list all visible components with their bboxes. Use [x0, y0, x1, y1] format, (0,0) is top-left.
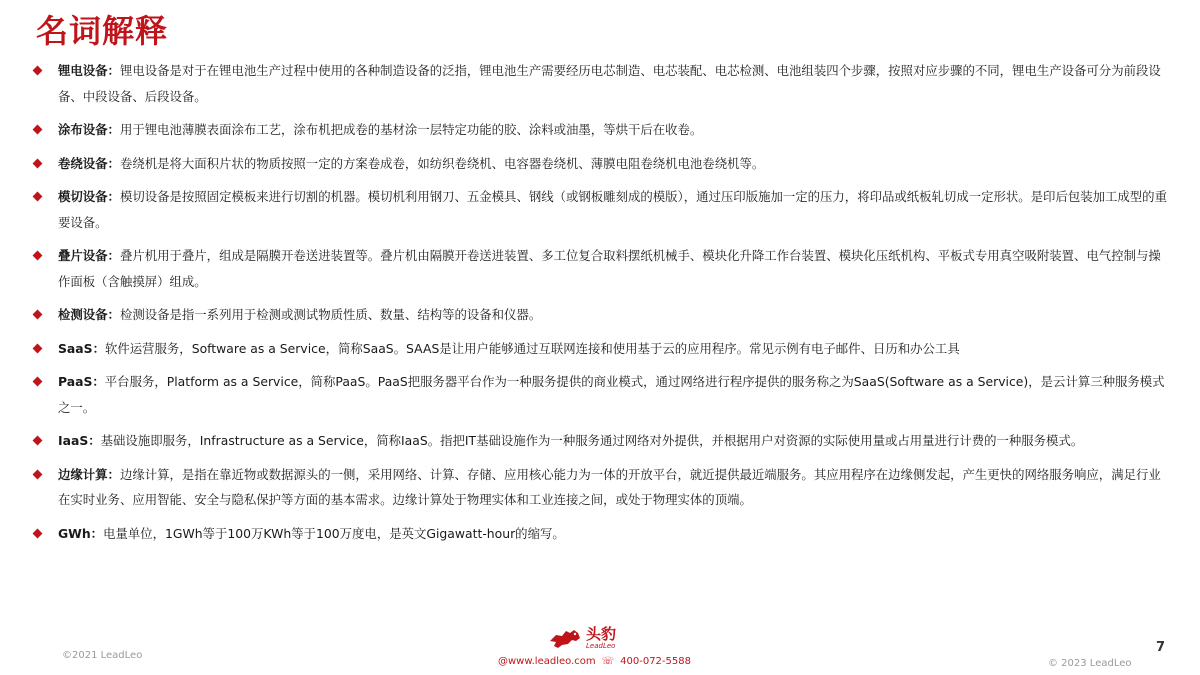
term-label: SaaS：	[58, 340, 105, 356]
diamond-icon	[33, 310, 43, 320]
term-definition: 叠片机用于叠片，组成是隔膜开卷送进装置等。叠片机由隔膜开卷送进装置、多工位复合取料摆纸机械手、模块化升降工作台装置、模块化压纸机构、平板式专用真空吸附装置、电气控制与操作面板（含触摸屏）组成。	[58, 248, 1161, 289]
term-definition: 用于锂电池薄膜表面涂布工艺，涂布机把成卷的基材涂一层特定功能的胶、涂料或油墨，等烘干后在收卷。	[119, 122, 703, 137]
term-definition: 软件运营服务，Software as a Service，简称SaaS。SAAS是让用户能够通过互联网连接和使用基于云的应用程序。常见示例有电子邮件、日历和办公工具	[104, 340, 960, 356]
term-definition: 模切设备是按照固定模板来进行切割的机器。模切机利用钢刀、五金模具、钢线（或钢板雕刻成的模版），通过压印版施加一定的压力，将印品或纸板轧切成一定形状。是印后包装加工成型的重要设备。	[58, 189, 1167, 230]
list-item	[30, 428, 1170, 454]
phone-number: 400-072-5588	[620, 656, 691, 667]
term-label: GWh：	[58, 525, 104, 541]
term-label: 涂布设备：	[58, 122, 120, 137]
term-definition: 边缘计算，是指在靠近物或数据源头的一侧，采用网络、计算、存储、应用核心能力为一体的开放平台，就近提供最近端服务。其应用程序在边缘侧发起，产生更快的网络服务响应，满足行业在实时业务、应用智能、安全与隐私保护等方面的基本需求。边缘计算处于物理实体和工业连接之间，或处于物理实体的顶端。	[58, 466, 1161, 507]
page-title: 名词解释	[36, 12, 169, 50]
term-definition: 检测设备是指一系列用于检测或测试物质性质、数量、结构等的设备和仪器。	[119, 307, 542, 322]
list-item	[30, 462, 1170, 513]
list-item	[30, 151, 1170, 177]
page-number: 7	[1156, 640, 1166, 655]
logo-text-cn: 头豹	[586, 625, 617, 643]
list-item	[30, 184, 1170, 235]
term-definition: 电量单位，1GWh等于100万KWh等于100万度电，是英文Gigawatt-hour的缩写。	[103, 525, 565, 541]
list-item	[30, 58, 1170, 109]
contact-info	[498, 656, 691, 667]
term-label: PaaS：	[58, 374, 105, 389]
diamond-icon	[33, 66, 43, 76]
brand-logo	[548, 626, 616, 651]
leopard-logo-icon	[548, 627, 582, 651]
diamond-icon	[33, 377, 43, 387]
term-label: 检测设备：	[58, 307, 120, 322]
term-label: 边缘计算：	[58, 466, 120, 482]
list-item	[30, 336, 1170, 362]
list-item	[30, 243, 1170, 294]
term-label: IaaS：	[58, 433, 101, 448]
term-label: 锂电设备：	[58, 63, 120, 78]
list-item	[30, 521, 1170, 547]
term-definition: 锂电设备是对于在锂电池生产过程中使用的各种制造设备的泛指，锂电池生产需要经历电芯制造、电芯装配、电芯检测、电池组装四个步骤，按照对应步骤的不同，锂电生产设备可分为前段设备、中段设备、后段设备。	[58, 63, 1161, 104]
term-definition: 基础设施即服务，Infrastructure as a Service，简称IaaS。指把IT基础设施作为一种服务通过网络对外提供，并根据用户对资源的实际使用量或占用量进行计费的一种服务模式。	[100, 433, 1084, 448]
list-item	[30, 302, 1170, 328]
diamond-icon	[33, 192, 43, 202]
website-link[interactable]: @www.leadleo.com	[498, 656, 596, 667]
diamond-icon	[33, 158, 43, 168]
glossary-list	[30, 58, 1170, 554]
term-definition: 平台服务，Platform as a Service，简称PaaS。PaaS把服务器平台作为一种服务提供的商业模式，通过网络进行程序提供的服务称之为SaaS(Software as a Service)，是云计算三种服务模式之一。	[58, 374, 1165, 415]
diamond-icon	[33, 343, 43, 353]
list-item	[30, 369, 1170, 420]
diamond-icon	[33, 436, 43, 446]
term-label: 模切设备：	[58, 189, 120, 204]
copyright-left: ©2021 LeadLeo	[62, 650, 143, 661]
diamond-icon	[33, 469, 43, 479]
copyright-right: © 2023 LeadLeo	[1048, 658, 1132, 669]
term-definition: 卷绕机是将大面积片状的物质按照一定的方案卷成卷，如纺织卷绕机、电容器卷绕机、薄膜电阻卷绕机电池卷绕机等。	[119, 155, 765, 171]
list-item	[30, 117, 1170, 143]
phone-icon: ☏	[601, 656, 615, 667]
logo-text-en: LeadLeo	[586, 642, 616, 650]
diamond-icon	[33, 125, 43, 135]
term-label: 卷绕设备：	[58, 155, 120, 171]
term-label: 叠片设备：	[58, 248, 120, 263]
diamond-icon	[33, 528, 43, 538]
diamond-icon	[33, 251, 43, 261]
